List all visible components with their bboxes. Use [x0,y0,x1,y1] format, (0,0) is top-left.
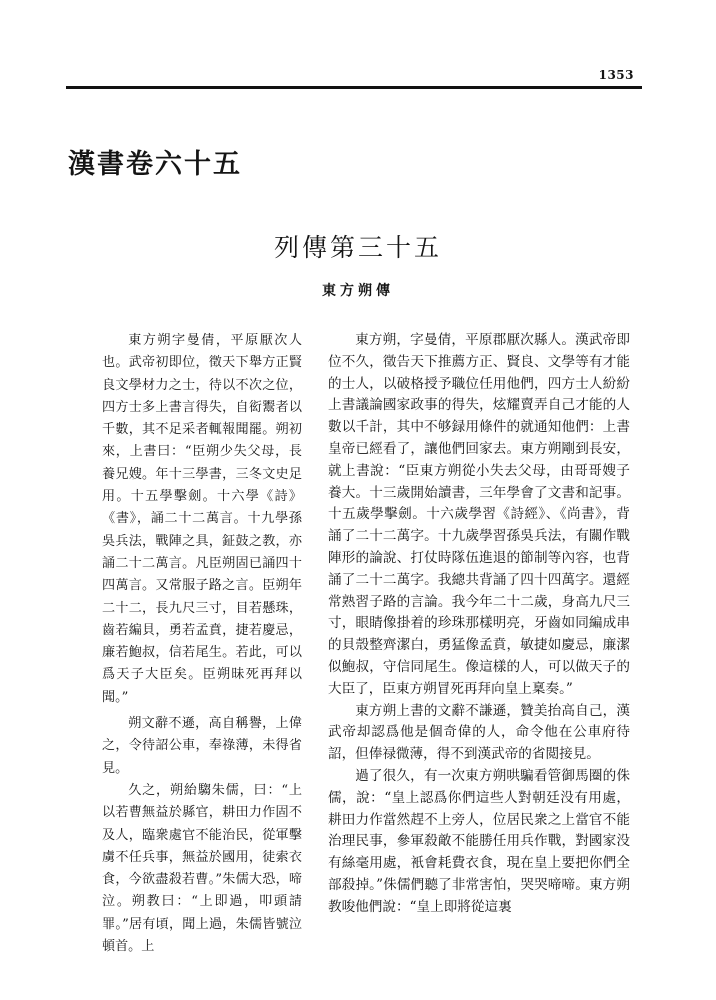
chapter-title: 列傳第三十五 [273,233,442,262]
classical-text-column [102,330,302,709]
translation-column [328,330,630,919]
page-number: 1353 [598,68,634,82]
classical-text-column-2 [102,713,302,780]
author-heading: 東方朔傳 [322,283,394,299]
translation-paragraph-2: 東方朔上書的文辭不謙遜，贊美抬高自己，漢武帝却認爲他是個奇偉的人，命令他在公車府待詔，但俸禄微薄，得不到漢武帝的省閲接見。 [328,702,630,763]
translation-paragraph-3: 過了很久，有一次東方朔哄騙看管御馬圈的侏儒，說：“皇上認爲你們這些人對朝廷没有用處，耕田力作當然趕不上旁人，位居民衆之上當官不能治理民事，參軍殺敵不能勝任用兵作戰，對國家没有絲毫用處，衹會耗費衣食，現在皇上要把你們全部殺掉。”侏儒們聽了非常害怕，哭哭啼啼。東方朔教唆他們說：“皇上即將從這裏 [328,767,630,915]
book-title: 漢書卷六十五 [68,149,242,180]
classical-paragraph-3: 久之，朔紿騶朱儒，曰：“上以若曹無益於縣官，耕田力作固不及人，臨衆處官不能治民，從軍擊虜不任兵事，無益於國用，徒索衣食，今欲盡殺若曹。”朱儒大恐，啼泣。朔教曰：“上即過，叩頭請罪。”居有頃，聞上過，朱儒皆號泣頓首。上 [102,783,302,955]
classical-paragraph-2: 朔文辭不遜，高自稱譽，上偉之，令待詔公車，奉祿薄，未得省見。 [102,716,302,776]
classical-text-column-3 [102,780,302,958]
header-rule [66,86,642,89]
classical-paragraph-1: 東方朔字曼倩，平原厭次人也。武帝初即位，徵天下舉方正賢良文學材力之士，待以不次之位，四方士多上書言得失，自衒鬻者以千數，其不足采者輒報聞罷。朔初來，上書曰：“臣朔少失父母，長養兄嫂。年十三學書，三冬文史足用。十五學擊劍。十六學《詩》《書》，誦二十二萬言。十九學孫吳兵法，戰陣之具，鉦鼓之教，亦誦二十二萬言。凡臣朔固已誦四十四萬言。又常服子路之言。臣朔年二十二，長九尺三寸，目若懸珠，齒若編貝，勇若孟賁，捷若慶忌，廉若鮑叔，信若尾生。若此，可以爲天子大臣矣。臣朔昧死再拜以聞。” [102,333,302,705]
translation-paragraph-1: 東方朔，字曼倩，平原郡厭次縣人。漢武帝即位不久，徵告天下推薦方正、賢良、文學等有才能的士人，以破格授予職位任用他們，四方士人紛紛上書議論國家政事的得失，炫耀賣弄自己才能的人數以千計，其中不够録用條件的就通知他們：上書皇帝已經看了，讓他們回家去。東方朔剛到長安，就上書說：“臣東方朔從小失去父母，由哥哥嫂子養大。十三歲開始讀書，三年學會了文書和記事。十五歲學擊劍。十六歲學習《詩經》、《尚書》，背誦了二十二萬字。十九歲學習孫吳兵法，有關作戰陣形的論說、打仗時隊伍進退的節制等內容，也背誦了二十二萬字。我總共背誦了四十四萬字。還經常熟習子路的言論。我今年二十二歲，身高九尺三寸，眼睛像掛着的珍珠那樣明亮，牙齒如同編成串的貝殼整齊潔白，勇猛像孟賁，敏捷如慶忌，廉潔似鮑叔，守信同尾生。像這樣的人，可以做天子的大臣了，臣東方朔冒死再拜向皇上稟奏。” [328,332,630,697]
